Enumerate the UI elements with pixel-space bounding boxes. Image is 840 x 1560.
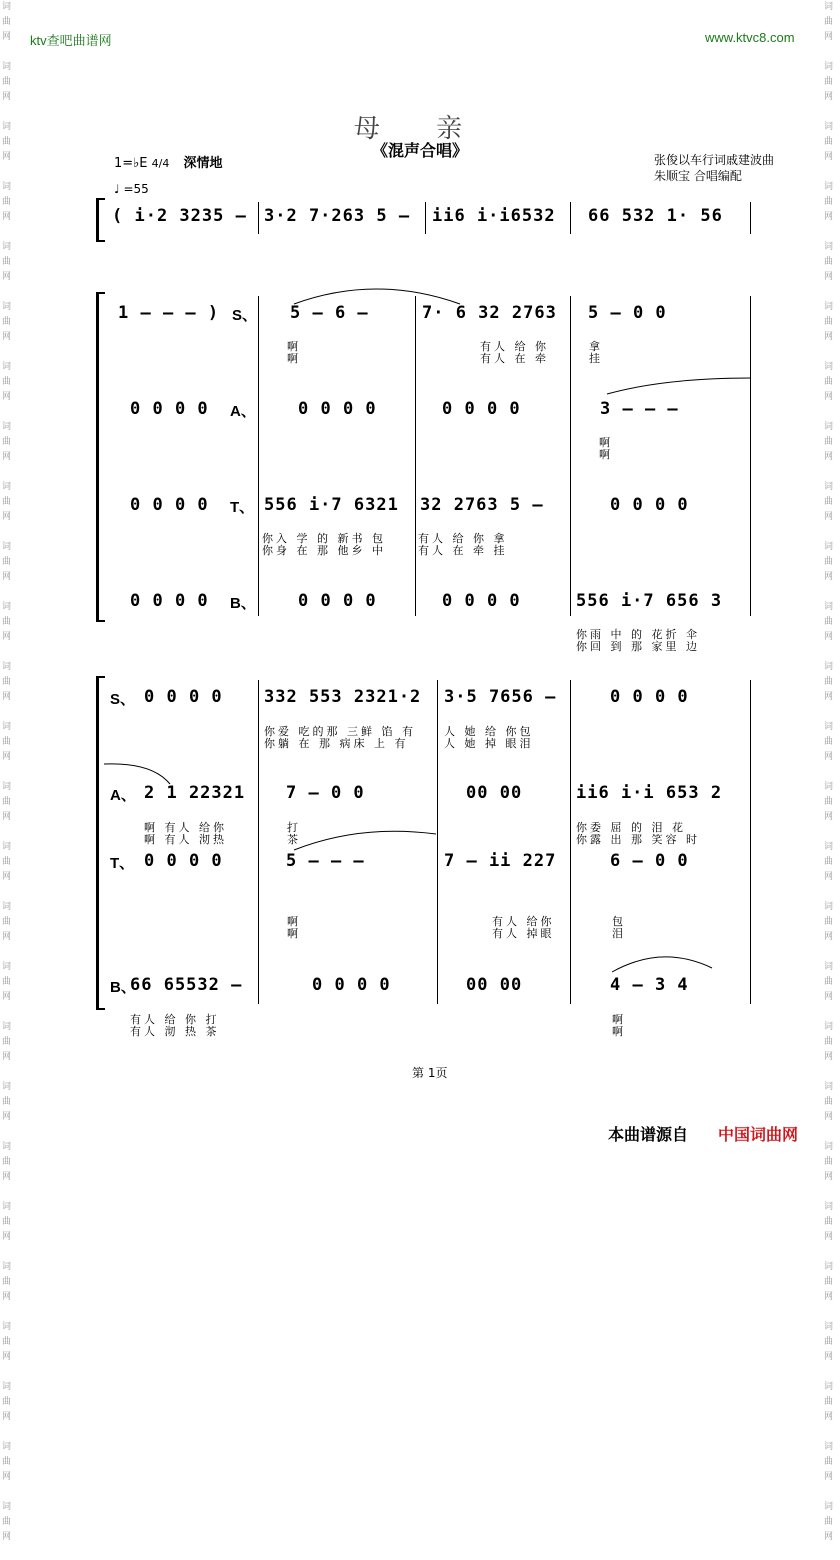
a-measure-0: 0 0 0 0 [130, 399, 209, 419]
credits [654, 152, 774, 184]
slur [605, 374, 755, 398]
a-measure-2: 0 0 0 0 [442, 399, 521, 419]
b-measure-2: 0 0 0 0 [442, 591, 521, 611]
a3-measure-2: 00 00 [466, 783, 523, 803]
header-left-site[interactable]: ktv查吧曲谱网 [30, 33, 112, 48]
lyric: 啊 有人 给你 [144, 821, 227, 834]
lyric: 啊 [599, 448, 613, 461]
alto-label: A、 [230, 403, 256, 420]
t-measure-0: 0 0 0 0 [130, 495, 209, 515]
footer-source-site[interactable]: 中国词曲网 [718, 1125, 799, 1144]
song-subtitle: 《混声合唱》 [371, 141, 468, 160]
barline [750, 296, 751, 616]
tenor-label: T、 [230, 499, 255, 516]
system-3-brace [96, 676, 105, 1010]
lyric: 有人 给你 [492, 915, 555, 928]
barline [570, 296, 571, 616]
t3-measure-0: 0 0 0 0 [144, 851, 223, 871]
intro-measure-2: 3·2 7·263 5 – [264, 206, 411, 226]
lyric: 有人 在 牵 [480, 352, 549, 365]
footer-source-prefix: 本曲谱源自 [608, 1125, 689, 1144]
lyric: 有人 在 牵 挂 [418, 544, 508, 557]
t-measure-3: 0 0 0 0 [610, 495, 689, 515]
s3-measure-0: 0 0 0 0 [144, 687, 223, 707]
a3-measure-3: ii6 i·i 653 2 [576, 783, 723, 803]
system-2-brace [96, 292, 105, 622]
left-watermark-strip: 词 曲 网 词 曲 网 词 曲 网 词 曲 网 词 曲 网 词 曲 网 词 曲 网 词 曲 网 词 曲 网 词 曲 网 词 曲 网 词 曲 网 词 曲 网 词 曲 网 词 曲 网 词 曲 网 词 曲 网 词 曲 网 词 曲 网 词 曲 网 词 曲 网 词 曲 网 词 曲 网 词 曲 网 词 曲 网 词 曲 网 [2, 2, 12, 1542]
a-measure-1: 0 0 0 0 [298, 399, 377, 419]
lyric: 打 [287, 821, 301, 834]
b3-measure-3: 4 – 3 4 [610, 975, 689, 995]
lyric: 你入 学 的 新书 包 [262, 532, 386, 545]
a3-measure-1: 7 – 0 0 [286, 783, 365, 803]
b-measure-0: 0 0 0 0 [130, 591, 209, 611]
lyric: 啊 [612, 1025, 626, 1038]
expression-label: 深情地 [183, 156, 223, 171]
barline [258, 202, 259, 234]
key-label: 1=♭E [114, 156, 148, 171]
lyric: 有人 给 你 打 [130, 1013, 220, 1026]
lyric: 啊 有人 沏热 [144, 833, 227, 846]
s-measure-1: 5 – 6 – [290, 303, 369, 323]
barline [750, 680, 751, 1004]
s-measure-3: 5 – 0 0 [588, 303, 667, 323]
lyric: 啊 [599, 436, 613, 449]
alto-label: A、 [110, 787, 136, 804]
lyric: 有人 掉眼 [492, 927, 555, 940]
barline [750, 202, 751, 234]
b3-measure-0: 66 65532 – [130, 975, 243, 995]
barline [258, 296, 259, 616]
lyric: 你身 在 那 他乡 中 [262, 544, 386, 557]
b3-measure-1: 0 0 0 0 [312, 975, 391, 995]
tenor-label: T、 [110, 855, 135, 872]
soprano-label: S、 [232, 307, 258, 324]
lyric: 拿 [589, 340, 603, 353]
lyric: 你雨 中 的 花折 伞 [576, 628, 700, 641]
bass-label: B、 [110, 979, 136, 996]
barline [570, 202, 571, 234]
t3-measure-2: 7 – ii 227 [444, 851, 557, 871]
page-number: 第 1页 [412, 1066, 448, 1080]
lyric: 你露 出 那 笑容 时 [576, 833, 700, 846]
t-measure-1: 556 i·7 6321 [264, 495, 399, 515]
right-watermark-strip: 词 曲 网 词 曲 网 词 曲 网 词 曲 网 词 曲 网 词 曲 网 词 曲 网 词 曲 网 词 曲 网 词 曲 网 词 曲 网 词 曲 网 词 曲 网 词 曲 网 词 曲 网 词 曲 网 词 曲 网 词 曲 网 词 曲 网 词 曲 网 词 曲 网 词 曲 网 词 曲 网 词 曲 网 词 曲 网 词 曲 网 [824, 2, 834, 1542]
lyric: 啊 [612, 1013, 626, 1026]
s3-measure-1: 332 553 2321·2 [264, 687, 422, 707]
s3-measure-2: 3·5 7656 – [444, 687, 557, 707]
a-measure-3: 3 – – – [600, 399, 679, 419]
lyric: 有人 给 你 [480, 340, 549, 353]
s3-measure-3: 0 0 0 0 [610, 687, 689, 707]
lyric: 你躺 在 那 病床 上 有 [264, 737, 409, 750]
credits-line-1: 张俊以车行词戚建波曲 [654, 153, 775, 167]
key-signature [114, 152, 223, 171]
lyric: 啊 [287, 352, 301, 365]
bass-label: B、 [230, 595, 256, 612]
intro-measure-3: ii6 i·i6532 [432, 206, 556, 226]
lyric: 茶 [287, 833, 301, 846]
intro-measure-1: ( i·2 3235 – [112, 206, 247, 226]
lyric: 人 她 掉 眼泪 [444, 737, 534, 750]
lyric: 你回 到 那 家里 边 [576, 640, 700, 653]
t3-measure-1: 5 – – – [286, 851, 365, 871]
b3-measure-2: 00 00 [466, 975, 523, 995]
a3-measure-0: 2 1 22321 [144, 783, 246, 803]
lyric: 啊 [287, 915, 301, 928]
barline [425, 202, 426, 234]
barline [570, 680, 571, 1004]
soprano-label: S、 [110, 691, 136, 708]
meter-label: 4/4 [151, 157, 170, 170]
b-measure-1: 0 0 0 0 [298, 591, 377, 611]
lyric: 包 [612, 915, 626, 928]
lyric: 你爱 吃的那 三鲜 馅 有 [264, 725, 416, 738]
lyric: 有人 给 你 拿 [418, 532, 508, 545]
t3-measure-3: 6 – 0 0 [610, 851, 689, 871]
credits-line-2: 朱顺宝 合唱编配 [654, 169, 742, 183]
song-title: 母 亲 [353, 114, 487, 144]
barline [258, 680, 259, 1004]
lyric: 挂 [589, 352, 603, 365]
lyric: 有人 沏 热 茶 [130, 1025, 220, 1038]
s-measure-0: 1 – – – ) [118, 303, 220, 323]
lyric: 人 她 给 你包 [444, 725, 534, 738]
system-1-brace [96, 198, 105, 242]
t-measure-2: 32 2763 5 – [420, 495, 544, 515]
slur [608, 950, 718, 974]
lyric: 泪 [612, 927, 626, 940]
intro-measure-4: 66 532 1· 56 [588, 206, 723, 226]
barline [415, 296, 416, 616]
s-measure-2: 7· 6 32 2763 [422, 303, 557, 323]
lyric: 啊 [287, 340, 301, 353]
lyric: 啊 [287, 927, 301, 940]
lyric: 你委 屈 的 泪 花 [576, 821, 686, 834]
tempo-mark: ♩ =55 [114, 182, 149, 196]
header-right-site[interactable]: www.ktvc8.com [705, 30, 795, 45]
b-measure-3: 556 i·7 656 3 [576, 591, 723, 611]
